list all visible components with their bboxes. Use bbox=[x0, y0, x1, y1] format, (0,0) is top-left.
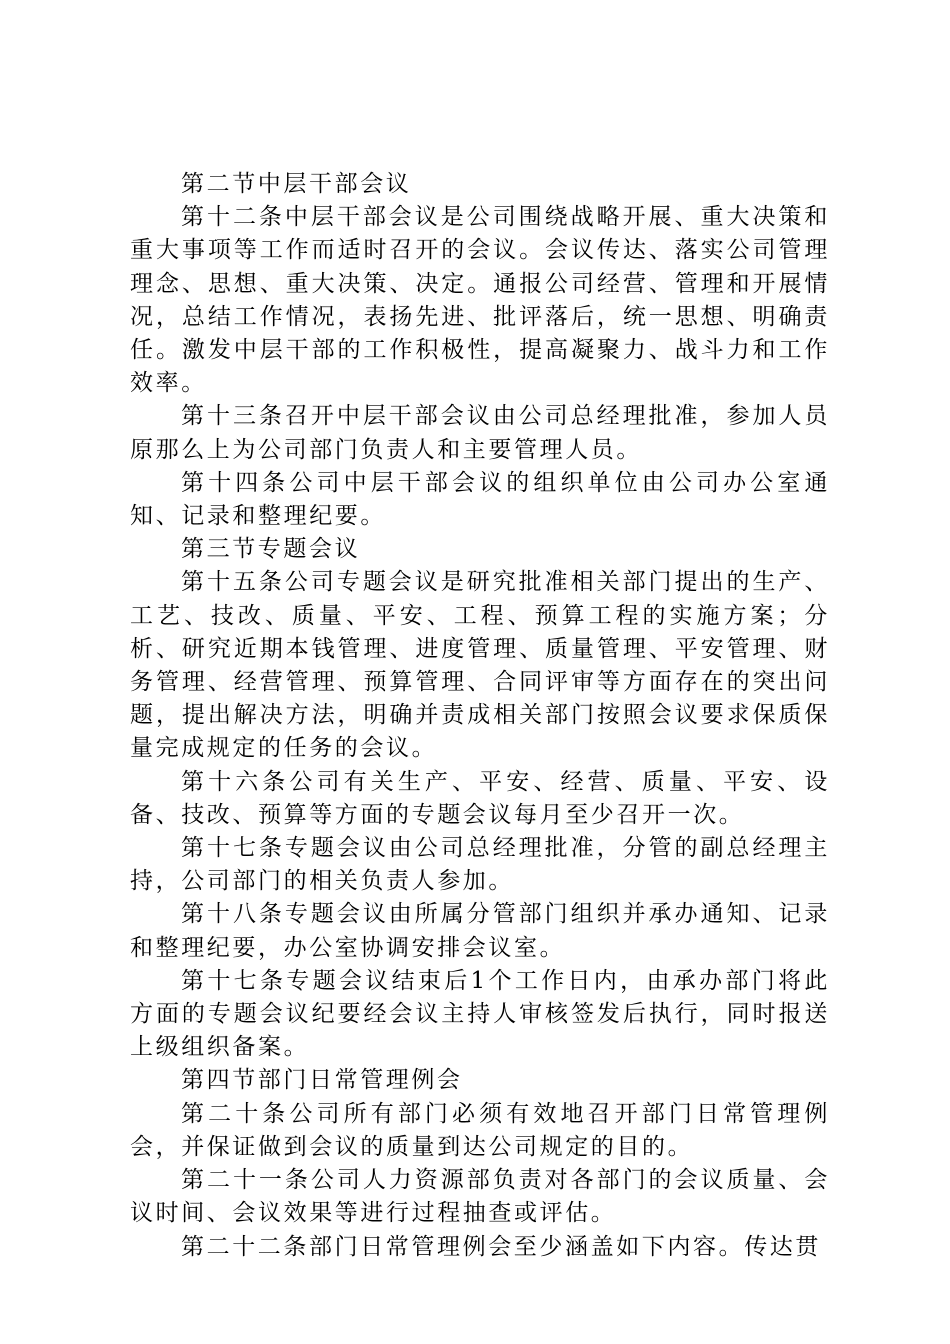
paragraph-article-17: 第十七条专题会议由公司总经理批准，分管的副总经理主持，公司部门的相关负责人参加。 bbox=[130, 835, 830, 895]
paragraph-article-18: 第十八条专题会议由所属分管部门组织并承办通知、记录和整理纪要，办公室协调安排会议室。 bbox=[130, 901, 830, 961]
paragraph-article-22: 第二十二条部门日常管理例会至少涵盖如下内容。传达贯 bbox=[181, 1233, 821, 1260]
paragraph-article-15: 第十五条公司专题会议是研究批准相关部门提出的生产、工艺、技改、质量、平安、工程、预算工程的实施方案；分析、研究近期本钱管理、进度管理、质量管理、平安管理、财务管理、经营管理、预算管理、合同评审等方面存在的突出问题，提出解决方法，明确并责成相关部门按照会议要求保质保量完成规定的任务的会议。 bbox=[130, 569, 830, 762]
paragraph-article-13: 第十三条召开中层干部会议由公司总经理批准，参加人员原那么上为公司部门负责人和主要管理人员。 bbox=[130, 403, 830, 463]
paragraph-article-17-repeat: 第十七条专题会议结束后1个工作日内，由承办部门将此方面的专题会议纪要经会议主持人审核签发后执行，同时报送上级组织备案。 bbox=[130, 967, 830, 1061]
paragraph-article-16: 第十六条公司有关生产、平安、经营、质量、平安、设备、技改、预算等方面的专题会议每月至少召开一次。 bbox=[130, 768, 830, 828]
section-heading-middle-managers-meeting: 第二节中层干部会议 bbox=[181, 171, 412, 197]
paragraph-article-14: 第十四条公司中层干部会议的组织单位由公司办公室通知、记录和整理纪要。 bbox=[130, 469, 830, 530]
paragraph-article-20: 第二十条公司所有部门必须有效地召开部门日常管理例会，并保证做到会议的质量到达公司规定的目的。 bbox=[130, 1100, 830, 1160]
paragraph-article-21: 第二十一条公司人力资源部负责对各部门的会议质量、会议时间、会议效果等进行过程抽查或评估。 bbox=[130, 1167, 830, 1227]
paragraph-article-12: 第十二条中层干部会议是公司围绕战略开展、重大决策和重大事项等工作而适时召开的会议。会议传达、落实公司管理理念、思想、重大决策、决定。通报公司经营、管理和开展情况，总结工作情况，表扬先进、批评落后，统一思想、明确责任。激发中层干部的工作积极性，提高凝聚力、战斗力和工作效率。 bbox=[130, 204, 830, 397]
section-heading-special-meeting: 第三节专题会议 bbox=[181, 536, 361, 563]
section-heading-department-routine-meeting: 第四节部门日常管理例会 bbox=[181, 1067, 463, 1094]
document-body bbox=[130, 168, 830, 1264]
